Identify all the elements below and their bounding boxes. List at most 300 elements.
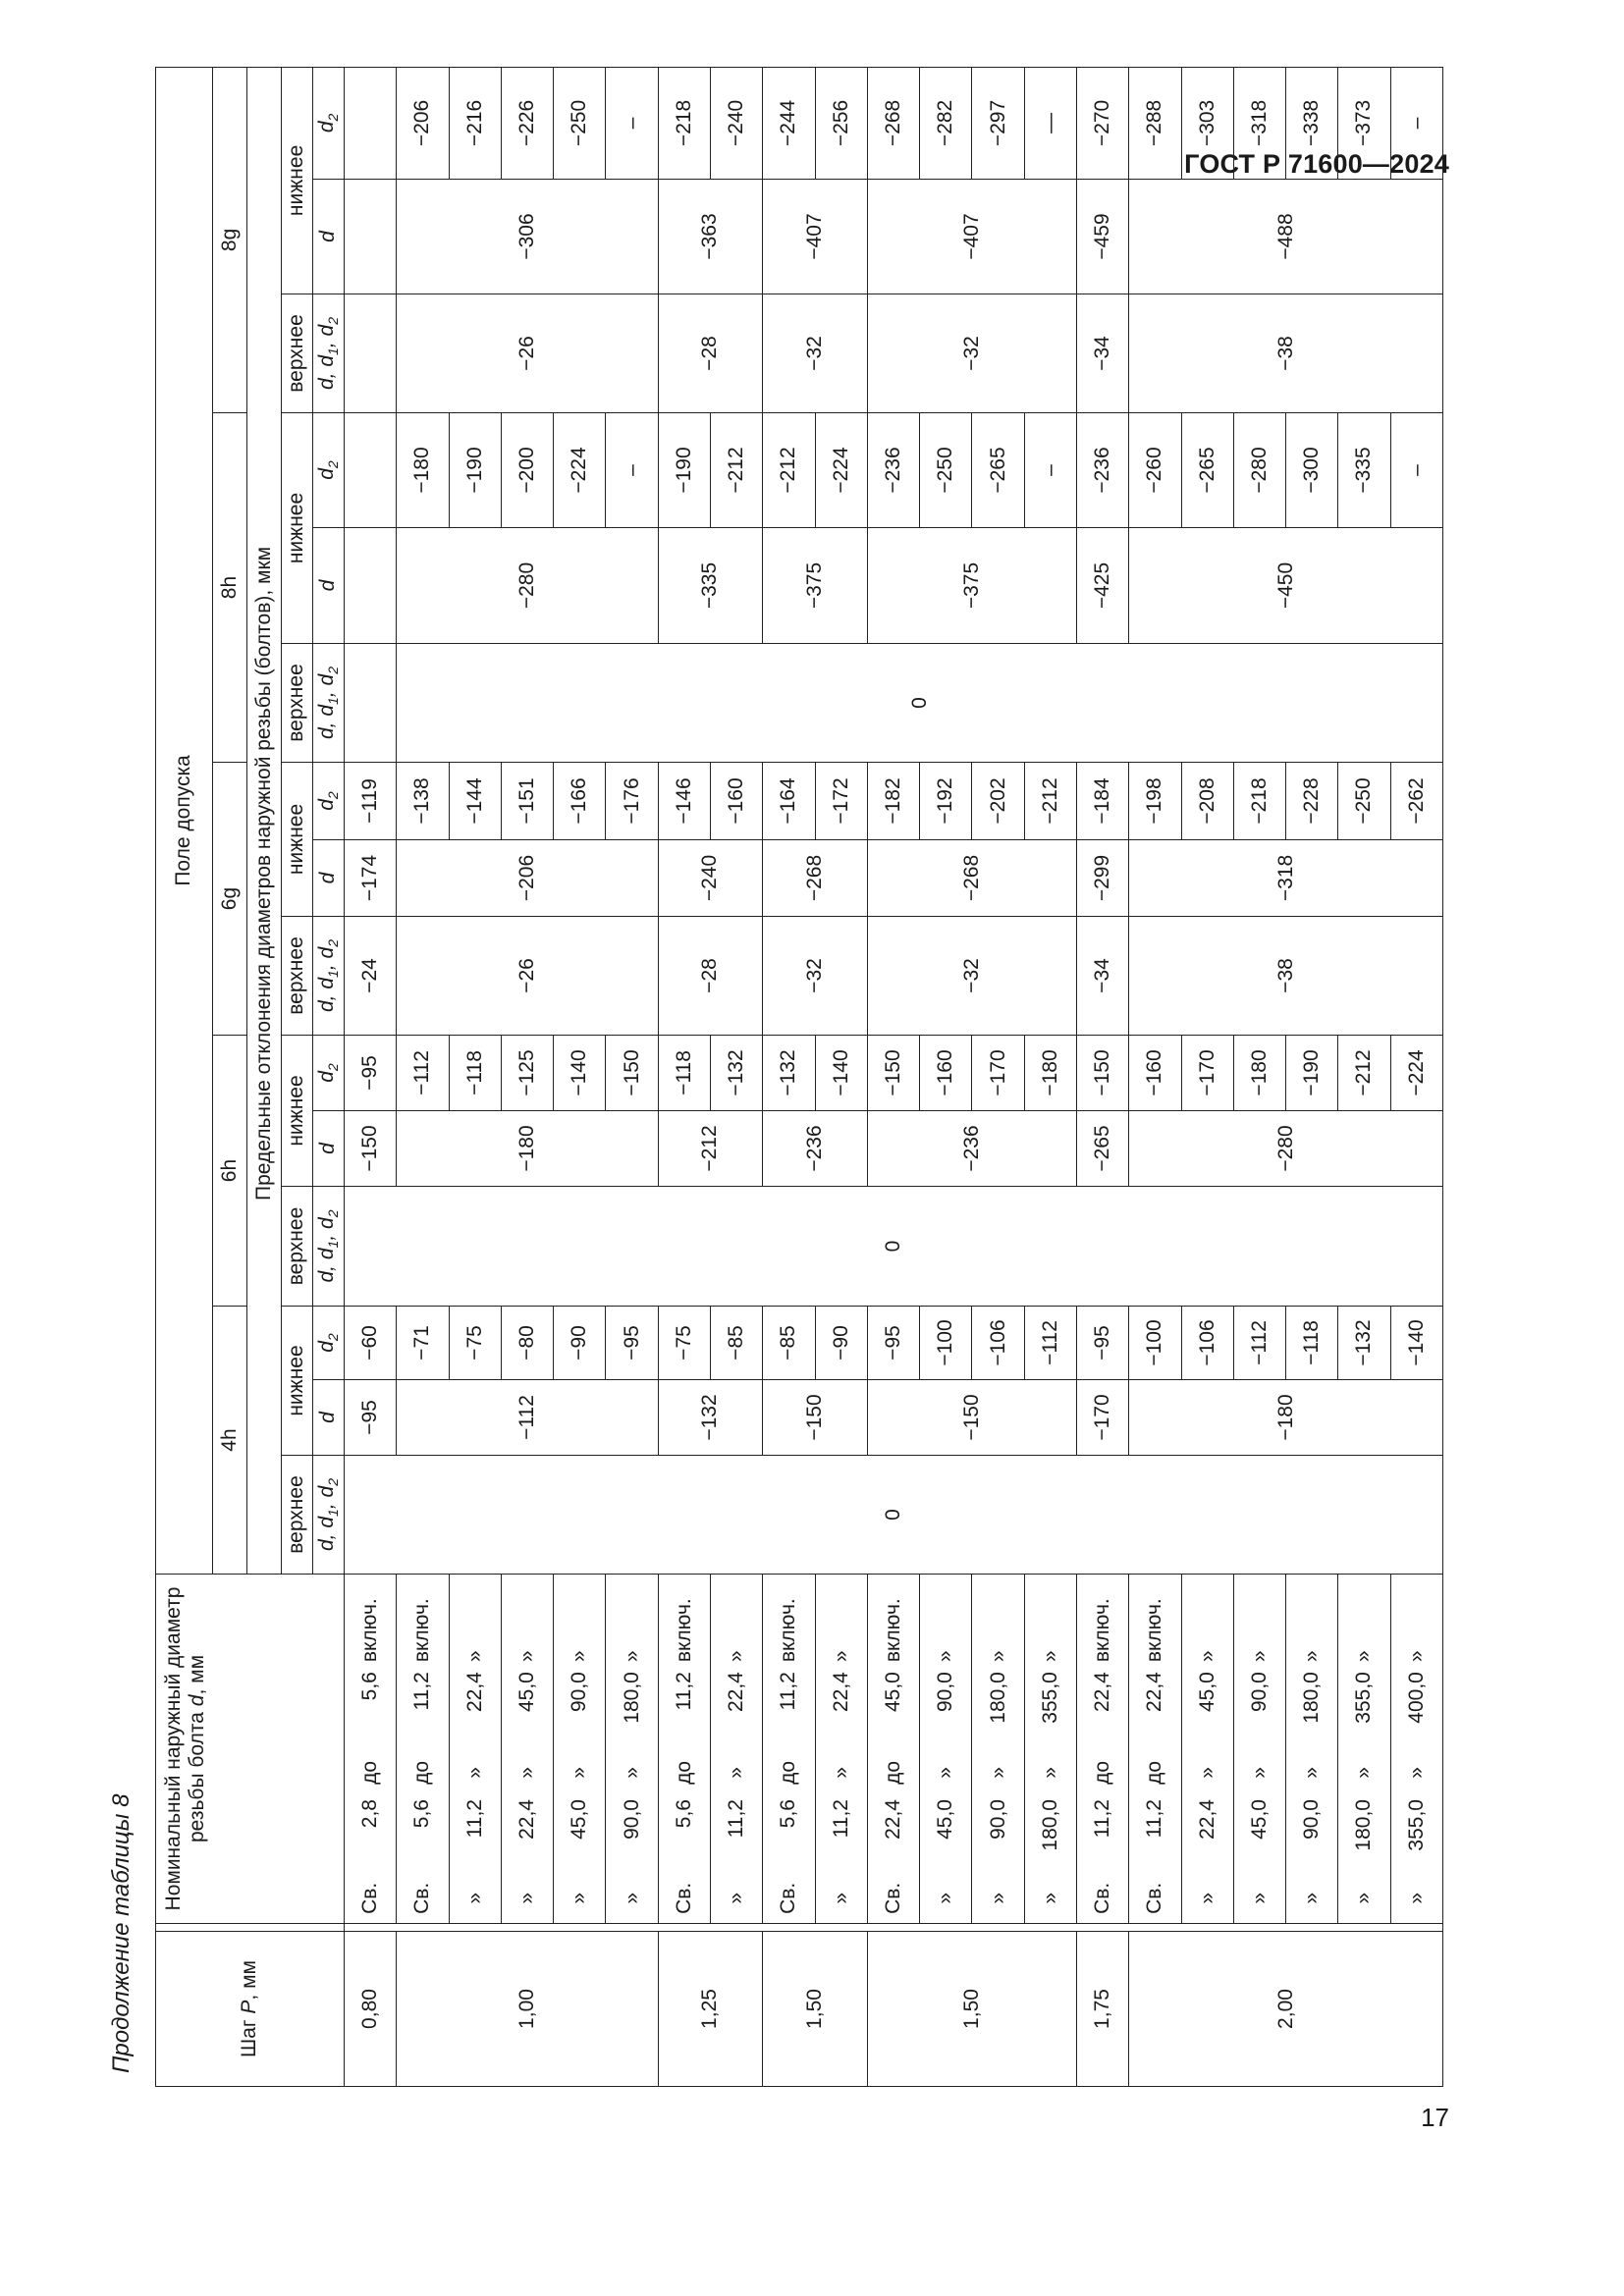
- lower-d2-cell-6g: −151: [501, 763, 553, 840]
- sym-all: d, $d_1$, $d_2$: [313, 294, 345, 413]
- lower-d2-cell-4h: −85: [710, 1307, 762, 1380]
- diameter-range-cell: [501, 1575, 553, 1924]
- diameter-range-cell: [554, 1575, 606, 1924]
- lower-d2-cell-6h: −224: [1390, 1036, 1442, 1111]
- lower-d2-cell-6g: −138: [397, 763, 449, 840]
- range-from: 22,4: [1195, 1799, 1218, 1840]
- range-p: »: [934, 1892, 957, 1904]
- sym-all: d, $d_1$, $d_2$: [313, 1187, 345, 1307]
- range-incl: »: [1300, 1650, 1324, 1663]
- lower-d2-cell-8h: −280: [1233, 413, 1285, 528]
- range-p: Св.: [358, 1882, 382, 1914]
- range-incl: включ.: [881, 1598, 904, 1663]
- sym-all: d, $d_1$, $d_2$: [313, 644, 345, 763]
- range-p: Св.: [410, 1882, 434, 1914]
- lower-d-cell-4h: −170: [1076, 1380, 1128, 1456]
- range-to: 45,0: [514, 1672, 538, 1713]
- lower-d2-cell-6g: −262: [1390, 763, 1442, 840]
- header-gap: [156, 1924, 345, 1932]
- lower-d-cell-4h: −95: [345, 1380, 397, 1456]
- range-incl: »: [725, 1650, 748, 1663]
- lower-d2-cell-6g: −202: [972, 763, 1024, 840]
- lower-d2-cell-8g: −303: [1181, 67, 1233, 179]
- lower-d-cell-6g: −268: [763, 840, 868, 917]
- lower-d2-cell-8g: −226: [501, 67, 553, 179]
- range-to: 11,2: [777, 1672, 800, 1711]
- upper-cell-6g: −32: [763, 917, 868, 1036]
- lower-d2-cell-6g: −218: [1233, 763, 1285, 840]
- lower-d2-cell-8g: −216: [449, 67, 501, 179]
- sym-all: d, $d_1$, $d_2$: [313, 1456, 345, 1575]
- diameter-range-cell: [1233, 1575, 1285, 1924]
- lower-d-cell-6h: −212: [658, 1111, 763, 1187]
- lower-d2-cell-6g: −182: [867, 763, 919, 840]
- upper-zero-4h: 0: [345, 1456, 1443, 1575]
- range-incl: »: [514, 1650, 538, 1663]
- lower-d2-cell-6g: −212: [1024, 763, 1076, 840]
- diameter-range-cell: [920, 1575, 972, 1924]
- lower-d-cell-8g: −407: [763, 180, 868, 294]
- range-p: »: [986, 1892, 1009, 1904]
- lower-d-cell-4h: −150: [867, 1380, 1076, 1456]
- step-cell: 1,50: [867, 1932, 1076, 2087]
- lower-d2-cell-4h: −60: [345, 1307, 397, 1380]
- lower-d-cell-6g: −299: [1076, 840, 1128, 917]
- upper-4h: верхнее: [282, 1456, 313, 1575]
- diameter-range-cell: [1390, 1575, 1442, 1924]
- grade-6g: 6g: [213, 763, 247, 1036]
- lower-d2-cell-4h: −112: [1024, 1307, 1076, 1380]
- lower-d2-cell-6h: −150: [606, 1036, 658, 1111]
- lower-d-cell-8g: −407: [867, 180, 1076, 294]
- sym-d: d: [313, 180, 345, 294]
- lower-8g: нижнее: [282, 67, 313, 294]
- diameter-range-cell: [1181, 1575, 1233, 1924]
- grade-8h: 8h: [213, 413, 247, 763]
- range-from: 2,8: [358, 1799, 382, 1829]
- range-p: Св.: [1143, 1882, 1166, 1914]
- lower-d-cell-8g: −306: [397, 180, 658, 294]
- lower-d2-cell-6h: −170: [972, 1036, 1024, 1111]
- range-incl: »: [829, 1650, 852, 1663]
- lower-d2-cell-6h: −132: [763, 1036, 815, 1111]
- lower-d2-cell-6h: −118: [658, 1036, 710, 1111]
- lower-d2-cell-8g: −282: [920, 67, 972, 179]
- lower-d2-cell-6h: −180: [1024, 1036, 1076, 1111]
- upper-cell-6g: −32: [867, 917, 1076, 1036]
- lower-d2-cell-4h: −90: [815, 1307, 867, 1380]
- grade-8g: 8g: [213, 67, 247, 412]
- lower-d2-cell-6g: −164: [763, 763, 815, 840]
- diameter-range-cell: [763, 1575, 815, 1924]
- diameter-range-cell: [972, 1575, 1024, 1924]
- range-to: 22,4: [462, 1672, 486, 1713]
- page-number: 17: [1421, 2103, 1449, 2132]
- upper-6h: верхнее: [282, 1187, 313, 1307]
- lower-d2-cell-6h: −112: [397, 1036, 449, 1111]
- grade-6h: 6h: [213, 1036, 247, 1307]
- range-do: до: [1091, 1760, 1114, 1785]
- range-from: 11,2: [462, 1799, 486, 1839]
- lower-d2-cell-6h: −150: [1076, 1036, 1128, 1111]
- range-do: до: [358, 1760, 382, 1785]
- lower-d2-cell-8g: –: [1390, 67, 1442, 179]
- lower-8h: нижнее: [282, 413, 313, 644]
- range-to: 180,0: [1300, 1672, 1324, 1724]
- diameter-range-cell: [397, 1575, 449, 1924]
- range-do: »: [934, 1767, 957, 1779]
- range-do: »: [1038, 1767, 1061, 1779]
- lower-d2-cell-6h: −170: [1181, 1036, 1233, 1111]
- range-from: 22,4: [881, 1799, 904, 1840]
- diameter-range-cell: [1076, 1575, 1128, 1924]
- range-from: 11,2: [1091, 1799, 1114, 1839]
- lower-d2-cell-8h: −224: [815, 413, 867, 528]
- step-cell: 1,00: [397, 1932, 658, 2087]
- lower-d2-cell-8g: −288: [1129, 67, 1181, 179]
- lower-d2-cell-4h: −100: [1129, 1307, 1181, 1380]
- range-do: до: [881, 1760, 904, 1785]
- lower-d2-cell-6h: −95: [345, 1036, 397, 1111]
- range-do: »: [462, 1767, 486, 1779]
- lower-d2-cell-6h: −118: [449, 1036, 501, 1111]
- range-to: 355,0: [1038, 1672, 1061, 1724]
- diameter-range-cell: [1286, 1575, 1338, 1924]
- upper-cell-8g: −38: [1129, 294, 1443, 413]
- diameter-range-cell: [1338, 1575, 1390, 1924]
- range-do: »: [514, 1767, 538, 1779]
- lower-d2-cell-6g: −160: [710, 763, 762, 840]
- range-to: 22,4: [1143, 1672, 1166, 1713]
- step-cell: 0,80: [345, 1932, 397, 2087]
- range-from: 5,6: [777, 1799, 800, 1829]
- sym-d2: $d_2$: [313, 763, 345, 840]
- lower-d2-cell-6h: −190: [1286, 1036, 1338, 1111]
- range-do: »: [1404, 1767, 1428, 1779]
- range-incl: включ.: [410, 1598, 434, 1663]
- lower-d-cell-6h: −180: [397, 1111, 658, 1187]
- lower-d2-cell-8h: −250: [920, 413, 972, 528]
- lower-d2-cell-8g: −297: [972, 67, 1024, 179]
- lower-d2-cell-6h: −140: [815, 1036, 867, 1111]
- lower-d-cell-6h: −236: [763, 1111, 868, 1187]
- document-header: ГОСТ Р 71600—2024: [1184, 149, 1449, 179]
- sym-d2: $d_2$: [313, 413, 345, 528]
- lower-d-cell-4h: −180: [1129, 1380, 1443, 1456]
- lower-d2-cell-4h: −106: [1181, 1307, 1233, 1380]
- lower-d2-cell-8g: [345, 67, 397, 179]
- lower-d2-cell-4h: −95: [606, 1307, 658, 1380]
- lower-d2-cell-8g: —: [1024, 67, 1076, 179]
- range-p: Св.: [777, 1882, 800, 1914]
- range-to: 90,0: [1247, 1672, 1271, 1713]
- range-incl: »: [934, 1650, 957, 1663]
- lower-d2-cell-6h: −160: [1129, 1036, 1181, 1111]
- range-to: 90,0: [568, 1672, 591, 1713]
- range-incl: »: [1038, 1650, 1061, 1663]
- table-caption: Продолжение таблицы 8: [108, 1793, 135, 2073]
- header-step: Шаг P, мм: [156, 1932, 345, 2087]
- lower-d2-cell-6g: −198: [1129, 763, 1181, 840]
- lower-d-cell-4h: −132: [658, 1380, 763, 1456]
- grade-4h: 4h: [213, 1307, 247, 1575]
- lower-d2-cell-8g: −218: [658, 67, 710, 179]
- lower-d2-cell-6g: −208: [1181, 763, 1233, 840]
- lower-d2-cell-8h: –: [1024, 413, 1076, 528]
- range-from: 180,0: [1352, 1799, 1376, 1851]
- lower-d2-cell-4h: −75: [658, 1307, 710, 1380]
- lower-d2-cell-8h: −190: [449, 413, 501, 528]
- lower-d2-cell-8h: [345, 413, 397, 528]
- lower-d2-cell-8h: –: [1390, 413, 1442, 528]
- range-do: »: [1195, 1767, 1218, 1779]
- lower-d-cell-8h: −375: [763, 528, 868, 644]
- upper-zero-6h: 0: [345, 1187, 1443, 1307]
- lower-d2-cell-4h: −140: [1390, 1307, 1442, 1380]
- lower-d2-cell-8g: −338: [1286, 67, 1338, 179]
- range-p: Св.: [1091, 1882, 1114, 1914]
- range-to: 45,0: [881, 1672, 904, 1713]
- lower-d2-cell-8h: –: [606, 413, 658, 528]
- range-p: »: [514, 1892, 538, 1904]
- lower-d2-cell-8h: −212: [763, 413, 815, 528]
- lower-d-cell-8h: [345, 528, 397, 644]
- range-from: 90,0: [620, 1799, 643, 1840]
- range-from: 180,0: [1038, 1799, 1061, 1851]
- lower-d2-cell-6g: −166: [554, 763, 606, 840]
- lower-d2-cell-6g: −146: [658, 763, 710, 840]
- lower-d2-cell-6g: −119: [345, 763, 397, 840]
- lower-d2-cell-8g: −206: [397, 67, 449, 179]
- lower-d2-cell-8g: −268: [867, 67, 919, 179]
- lower-d2-cell-8h: −265: [972, 413, 1024, 528]
- step-cell: 1,50: [763, 1932, 868, 2087]
- range-do: до: [672, 1760, 695, 1785]
- table-row: [1129, 67, 1181, 2086]
- table-row: [1076, 67, 1128, 2086]
- range-do: »: [620, 1767, 643, 1779]
- range-from: 5,6: [672, 1799, 695, 1829]
- lower-d2-cell-6g: −176: [606, 763, 658, 840]
- range-incl: »: [1404, 1650, 1428, 1663]
- header-deviations: Предельные отклонения диаметров наружной резьбы (болтов), мкм: [247, 67, 282, 1574]
- lower-d-cell-6g: −174: [345, 840, 397, 917]
- range-to: 5,6: [358, 1672, 382, 1701]
- range-do: »: [986, 1767, 1009, 1779]
- sym-all: d, $d_1$, $d_2$: [313, 917, 345, 1036]
- upper-8h: верхнее: [282, 644, 313, 763]
- lower-d-cell-4h: −150: [763, 1380, 868, 1456]
- range-from: 90,0: [986, 1799, 1009, 1840]
- sym-d: d: [313, 1111, 345, 1187]
- lower-d-cell-8h: −280: [397, 528, 658, 644]
- range-incl: »: [620, 1650, 643, 1663]
- range-from: 22,4: [514, 1799, 538, 1840]
- lower-d2-cell-4h: −85: [763, 1307, 815, 1380]
- diameter-range-cell: [1129, 1575, 1181, 1924]
- lower-d-cell-6g: −318: [1129, 840, 1443, 917]
- range-do: »: [1300, 1767, 1324, 1779]
- table-row: [397, 67, 449, 2086]
- range-incl: »: [1352, 1650, 1376, 1663]
- range-p: »: [829, 1892, 852, 1904]
- range-p: »: [462, 1892, 486, 1904]
- diameter-range-cell: [345, 1575, 397, 1924]
- upper-8g: верхнее: [282, 294, 313, 413]
- lower-d2-cell-8g: −373: [1338, 67, 1390, 179]
- range-do: »: [725, 1767, 748, 1779]
- range-p: »: [1352, 1892, 1376, 1904]
- range-incl: включ.: [672, 1598, 695, 1663]
- lower-d-cell-6g: −268: [867, 840, 1076, 917]
- lower-d2-cell-8g: −318: [1233, 67, 1285, 179]
- lower-d2-cell-6h: −160: [920, 1036, 972, 1111]
- range-to: 45,0: [1195, 1672, 1218, 1713]
- range-incl: »: [986, 1650, 1009, 1663]
- lower-d2-cell-4h: −90: [554, 1307, 606, 1380]
- range-from: 11,2: [725, 1799, 748, 1839]
- range-do: »: [568, 1767, 591, 1779]
- upper-cell-6g: −28: [658, 917, 763, 1036]
- lower-d2-cell-8h: −260: [1129, 413, 1181, 528]
- sym-d: d: [313, 528, 345, 644]
- lower-d-cell-6h: −236: [867, 1111, 1076, 1187]
- range-to: 90,0: [934, 1672, 957, 1713]
- lower-d2-cell-4h: −71: [397, 1307, 449, 1380]
- lower-d2-cell-4h: −80: [501, 1307, 553, 1380]
- range-do: до: [777, 1760, 800, 1785]
- table-row: [345, 67, 397, 2086]
- range-incl: »: [462, 1650, 486, 1663]
- range-incl: включ.: [1091, 1598, 1114, 1663]
- lower-d-cell-8h: −375: [867, 528, 1076, 644]
- lower-d2-cell-4h: −95: [1076, 1307, 1128, 1380]
- lower-d2-cell-6h: −212: [1338, 1036, 1390, 1111]
- lower-d2-cell-6h: −180: [1233, 1036, 1285, 1111]
- upper-cell-8h: [345, 644, 397, 763]
- lower-d2-cell-8g: −240: [710, 67, 762, 179]
- range-do: »: [1247, 1767, 1271, 1779]
- lower-d2-cell-8h: −190: [658, 413, 710, 528]
- upper-cell-8g: −28: [658, 294, 763, 413]
- lower-d2-cell-6g: −250: [1338, 763, 1390, 840]
- lower-d2-cell-8h: −236: [1076, 413, 1128, 528]
- range-from: 11,2: [1143, 1799, 1166, 1839]
- lower-d2-cell-4h: −112: [1233, 1307, 1285, 1380]
- step-cell: 2,00: [1129, 1932, 1443, 2087]
- lower-d2-cell-8g: –: [606, 67, 658, 179]
- upper-zero-8h: 0: [397, 644, 1443, 763]
- range-incl: включ.: [358, 1598, 382, 1663]
- lower-d-cell-4h: −112: [397, 1380, 658, 1456]
- lower-4h: нижнее: [282, 1307, 313, 1456]
- range-incl: включ.: [777, 1598, 800, 1663]
- range-do: до: [1143, 1760, 1166, 1785]
- upper-cell-8g: −32: [867, 294, 1076, 413]
- lower-d2-cell-6g: −228: [1286, 763, 1338, 840]
- range-p: »: [620, 1892, 643, 1904]
- upper-cell-6g: −24: [345, 917, 397, 1036]
- gap-cell: [345, 1924, 1443, 1932]
- range-incl: »: [1247, 1650, 1271, 1663]
- lower-d2-cell-4h: −106: [972, 1307, 1024, 1380]
- lower-d-cell-6h: −280: [1129, 1111, 1443, 1187]
- range-to: 22,4: [829, 1672, 852, 1713]
- range-to: 180,0: [986, 1672, 1009, 1724]
- range-to: 11,2: [672, 1672, 695, 1711]
- lower-d2-cell-8h: −212: [710, 413, 762, 528]
- diameter-range-cell: [1024, 1575, 1076, 1924]
- step-cell: 1,25: [658, 1932, 763, 2087]
- range-p: »: [725, 1892, 748, 1904]
- range-to: 355,0: [1352, 1672, 1376, 1724]
- range-from: 5,6: [410, 1799, 434, 1829]
- diameter-range-cell: [710, 1575, 762, 1924]
- sym-d2: $d_2$: [313, 1307, 345, 1380]
- sym-d2: $d_2$: [313, 1036, 345, 1111]
- range-incl: »: [1195, 1650, 1218, 1663]
- range-from: 11,2: [829, 1799, 852, 1839]
- range-p: »: [1038, 1892, 1061, 1904]
- range-to: 400,0: [1404, 1672, 1428, 1724]
- lower-d2-cell-8g: −256: [815, 67, 867, 179]
- upper-cell-8g: −32: [763, 294, 868, 413]
- range-p: »: [1247, 1892, 1271, 1904]
- lower-d-cell-8g: −488: [1129, 180, 1443, 294]
- range-do: до: [410, 1760, 434, 1785]
- upper-cell-6g: −34: [1076, 917, 1128, 1036]
- lower-d2-cell-8g: −250: [554, 67, 606, 179]
- table-row: [867, 67, 919, 2086]
- lower-6g: нижнее: [282, 763, 313, 917]
- header-tolerance-field: Поле допуска: [156, 67, 213, 1574]
- range-to: 180,0: [620, 1672, 643, 1724]
- lower-d-cell-6g: −240: [658, 840, 763, 917]
- lower-d-cell-8h: −335: [658, 528, 763, 644]
- table-row: [658, 67, 710, 2086]
- lower-d2-cell-8h: −300: [1286, 413, 1338, 528]
- table-row: [763, 67, 815, 2086]
- lower-d-cell-8g: [345, 180, 397, 294]
- lower-d2-cell-6g: −184: [1076, 763, 1128, 840]
- range-do: »: [1352, 1767, 1376, 1779]
- range-p: »: [568, 1892, 591, 1904]
- diameter-range-cell: [606, 1575, 658, 1924]
- lower-d2-cell-8h: −224: [554, 413, 606, 528]
- sym-d: d: [313, 1380, 345, 1456]
- lower-d2-cell-4h: −100: [920, 1307, 972, 1380]
- tolerance-table: [155, 67, 1443, 2087]
- range-do: »: [829, 1767, 852, 1779]
- table-body: [345, 67, 1443, 2086]
- lower-d-cell-8h: −450: [1129, 528, 1443, 644]
- range-incl: »: [568, 1650, 591, 1663]
- range-from: 355,0: [1404, 1799, 1428, 1851]
- range-p: Св.: [881, 1882, 904, 1914]
- range-from: 45,0: [934, 1799, 957, 1840]
- diameter-range-cell: [867, 1575, 919, 1924]
- upper-cell-6g: −38: [1129, 917, 1443, 1036]
- lower-d2-cell-8h: −236: [867, 413, 919, 528]
- lower-d2-cell-8h: −200: [501, 413, 553, 528]
- range-from: 45,0: [568, 1799, 591, 1840]
- sym-d2: $d_2$: [313, 67, 345, 179]
- upper-6g: верхнее: [282, 917, 313, 1036]
- diameter-range-cell: [815, 1575, 867, 1924]
- lower-d2-cell-6h: −140: [554, 1036, 606, 1111]
- diameter-range-cell: [449, 1575, 501, 1924]
- range-p: »: [1300, 1892, 1324, 1904]
